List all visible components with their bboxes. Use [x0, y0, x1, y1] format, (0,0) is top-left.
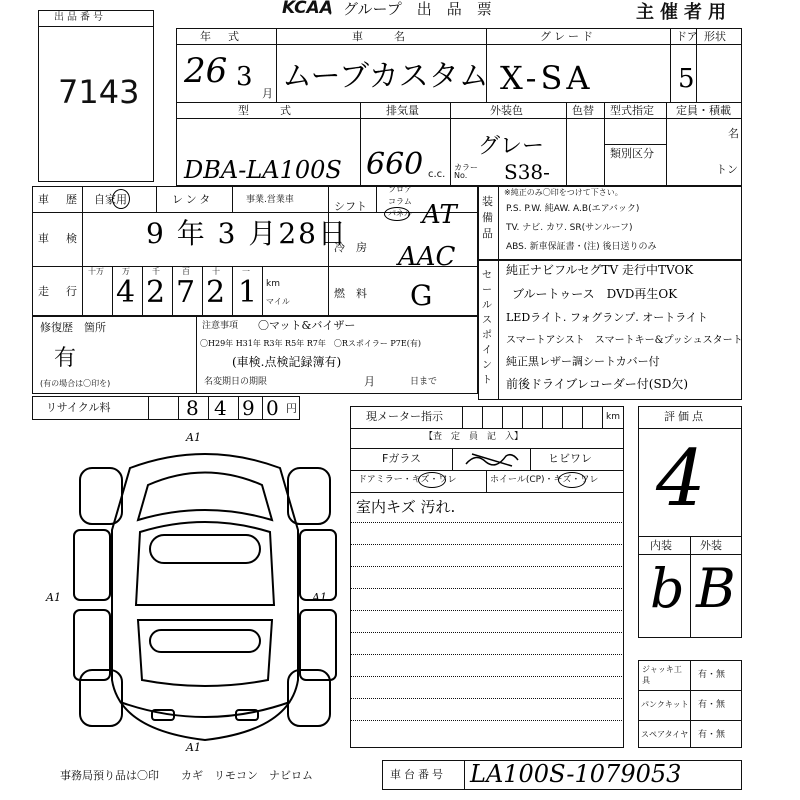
sales-point-line: 純正ナビフルセグTV 走行中TVOK	[506, 263, 694, 277]
shift-type-column: コラム	[388, 197, 412, 206]
shift-label: シフト	[334, 200, 367, 213]
displacement-label: 排気量	[386, 104, 419, 117]
tool-label-repair-kit: パンクキット	[641, 700, 689, 709]
month-value: 3	[236, 62, 253, 92]
inspector-remark: 室内キズ 汚れ.	[356, 498, 456, 516]
tool-value-spare-tire: 有・無	[698, 730, 726, 740]
sales-point-line: スマートアシスト スマートキー&プッシュスタート	[506, 335, 743, 346]
recycle-label: リサイクル料	[46, 401, 111, 414]
form-title: ．グループ 出 品 票	[328, 0, 492, 18]
windshield-label: Fガラス	[382, 452, 421, 465]
notes-label: 注意事項	[202, 321, 239, 331]
year-value: 26	[184, 51, 228, 91]
color-no-label: カラー No.	[454, 163, 478, 180]
door-mirror-label: ドアミラー・キズ・ワレ	[358, 475, 457, 485]
recycle-digit: 4	[214, 396, 227, 420]
tool-label-jack: ジャッキ工具	[642, 665, 682, 685]
exterior-label: 外装	[700, 539, 722, 552]
fuel-label: 燃 料	[334, 287, 367, 300]
logo: KCAA	[282, 0, 333, 18]
mile-unit: マイル	[266, 297, 290, 306]
mirror-scratch-circle	[418, 472, 446, 488]
chassis-label: 車台番号	[390, 768, 446, 781]
digit-label-100: 百	[182, 267, 190, 276]
inspection-label: 車 検	[38, 232, 80, 245]
windshield-scribble	[462, 450, 522, 470]
damage-mark: A1	[312, 591, 327, 604]
equipment-line-3: ABS. 新車保証書・(注) 後日送りのみ	[506, 242, 657, 252]
model-name-label: 車 名	[352, 30, 408, 43]
tool-label-spare-tire: スペアタイヤ	[641, 730, 689, 739]
digit-label-1k: 千	[152, 267, 160, 276]
meter-km-unit: km	[606, 412, 620, 422]
deadline-label: 名変期日の期限	[204, 377, 268, 387]
notes-line-1: 〇マット&バイザー	[258, 319, 356, 332]
sales-point-label: セールスポイント	[482, 270, 492, 386]
tool-value-jack: 有・無	[698, 670, 726, 680]
chassis-value: LA100S-1079053	[470, 760, 682, 788]
shift-type-panel: パネル	[388, 209, 412, 218]
organizer-label: 主催者用	[636, 2, 732, 23]
type-designation-label: 型式指定	[610, 104, 654, 117]
model-code: DBA-LA100S	[184, 156, 342, 184]
panel-circle	[384, 207, 410, 221]
fuel-value: G	[410, 279, 433, 312]
mileage-digit: 1	[238, 275, 258, 310]
year-label: 年 式	[200, 30, 242, 43]
car-damage-diagram	[60, 440, 350, 750]
deadline-day-unit: 日まで	[410, 377, 438, 387]
digit-label-10: 十	[212, 267, 220, 276]
interior-label: 内装	[650, 539, 672, 552]
wheel-scratch-circle	[558, 472, 586, 488]
recycle-digit: 9	[242, 396, 255, 420]
sales-point-line: 純正黒レザー調シートカバー付	[506, 355, 660, 368]
repair-note: (有の場合は〇印を)	[40, 379, 111, 388]
equipment-note: ※純正のみ〇印をつけて下さい。	[504, 188, 623, 197]
shift-value: AT	[422, 200, 457, 230]
ac-value: AAC	[398, 242, 456, 272]
repair-value: 有	[54, 346, 77, 371]
body-label: 形状	[704, 30, 726, 43]
mileage-digit: 4	[116, 275, 136, 310]
score-label: 評価点	[664, 410, 706, 423]
model-name: ムーブカスタム	[282, 59, 489, 94]
chip-label: ヒビワレ	[548, 452, 592, 465]
own-use-option[interactable]: 自家用	[94, 193, 127, 206]
equipment-line-2: TV. ナビ. カワ. SR(サンルーフ)	[506, 223, 633, 233]
grade-value: X-SA	[500, 59, 594, 97]
business-option[interactable]: 事業.営業車	[246, 195, 294, 205]
exterior-color-label: 外装色	[490, 104, 523, 117]
category-label: 類別区分	[610, 147, 654, 160]
equipment-label: 装備品	[482, 195, 493, 240]
inspector-label: 【査 定 員 記 入】	[424, 432, 524, 442]
damage-mark: A1	[186, 431, 201, 444]
history-label: 車 歴	[38, 193, 80, 206]
inspection-date: 9 年 3 月28日	[146, 217, 348, 250]
doors-label: ドア	[676, 30, 698, 43]
mileage-digit: 2	[206, 275, 226, 310]
type-label: 型 式	[238, 104, 294, 117]
lot-number-label: 出品番号	[54, 12, 106, 23]
tool-value-repair-kit: 有・無	[698, 700, 726, 710]
interior-grade: b	[650, 557, 685, 620]
ac-label: 冷 房	[334, 241, 367, 254]
own-use-circle	[112, 189, 130, 209]
sales-point-line: LEDライト. フォグランプ. オートライト	[506, 311, 708, 324]
recycle-digit: 8	[186, 396, 199, 420]
recycle-unit: 円	[286, 402, 297, 415]
mileage-digit: 7	[176, 275, 196, 310]
damage-mark: A1	[46, 591, 61, 604]
digit-label-1: 一	[242, 267, 250, 276]
digit-label-10k: 万	[122, 267, 130, 276]
displacement-value: 660	[366, 147, 424, 182]
score-value: 4	[656, 434, 706, 524]
shift-type-floor: フロア	[388, 185, 412, 194]
wheel-label: ホイール(CP)・キズ・ワレ	[490, 475, 599, 485]
equipment-line-1: P.S. P.W. 純AW. A.B(エアバック)	[506, 204, 640, 214]
recycle-digit: 0	[266, 396, 279, 420]
month-unit: 月	[262, 87, 273, 100]
damage-mark: A1	[186, 741, 201, 754]
notes-line-3: (車検.点検記録簿有)	[232, 355, 342, 369]
exterior-grade: B	[696, 557, 736, 620]
sales-point-line: 前後ドライブレコーダー付(SD欠)	[506, 377, 689, 391]
mileage-label: 走 行	[38, 285, 80, 298]
mileage-digit: 2	[146, 275, 166, 310]
color-value: グレー	[478, 134, 545, 159]
sales-point-line: ブルートゥース DVD再生OK	[512, 287, 678, 301]
grade-label: グレード	[540, 30, 596, 43]
digit-label-100k: 十万	[88, 267, 104, 276]
repair-label: 修復歴 箇所	[40, 321, 106, 334]
person-unit: 名	[728, 127, 739, 140]
deadline-month-unit: 月	[364, 375, 375, 388]
capacity-label: 定員・積載	[676, 104, 731, 117]
ton-unit: トン	[716, 163, 738, 176]
doors-value: 5	[678, 64, 695, 94]
km-unit: km	[266, 279, 280, 289]
color-no-value: S38-	[504, 160, 550, 184]
rental-option[interactable]: レンタ	[172, 193, 214, 206]
cc-unit: c.c.	[428, 169, 446, 180]
lot-number: 7143	[58, 73, 140, 111]
footer-note: 事務局預り品は〇印 カギ リモコン ナビロム	[60, 769, 313, 782]
meter-label: 現メーター指示	[366, 410, 443, 423]
color-swap-label: 色替	[572, 104, 594, 117]
notes-line-2: 〇H29年 H31年 R3年 R5年 R7年 〇Rスポイラー P7E(有)	[200, 339, 421, 348]
